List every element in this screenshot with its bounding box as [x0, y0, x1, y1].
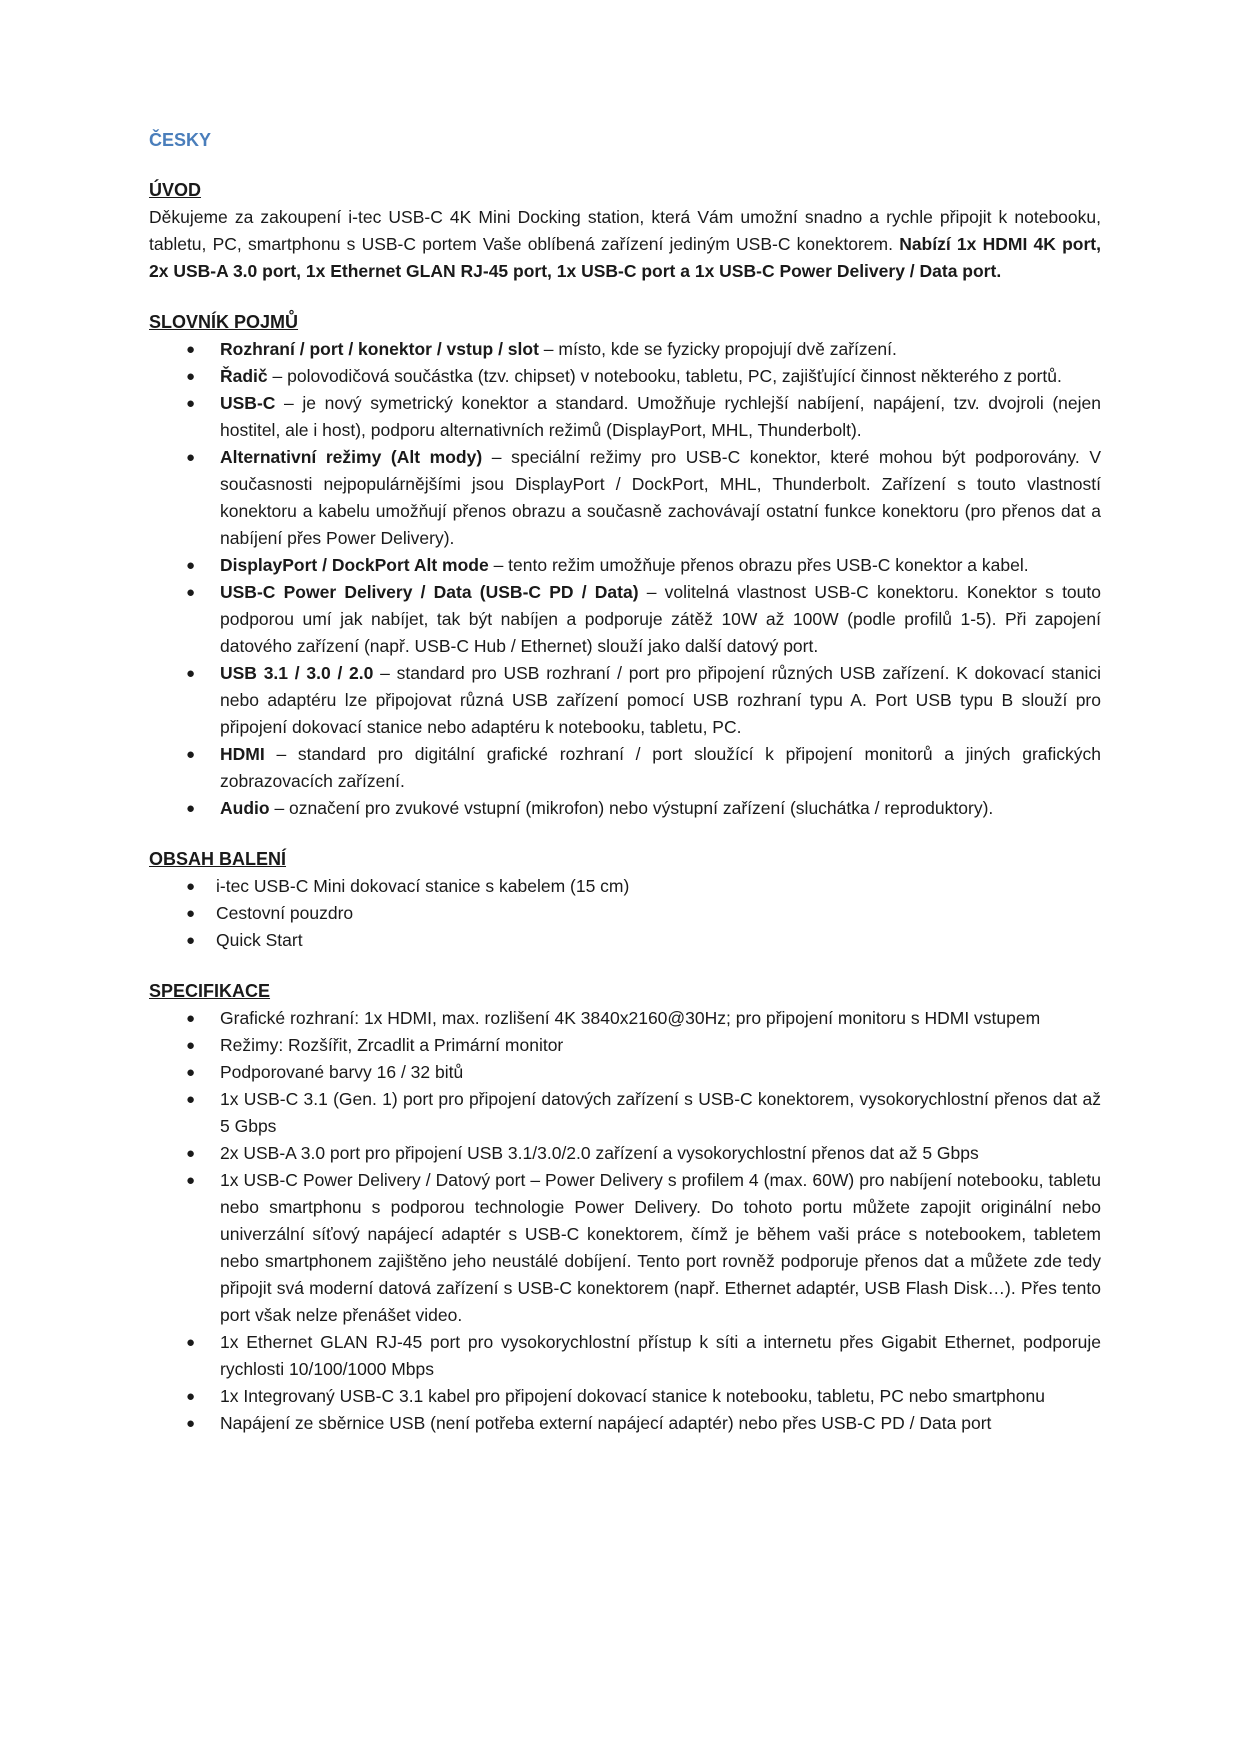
bullet-icon: ●: [186, 1334, 196, 1351]
glossary-text: – volitelná vlastnost USB-C konektoru. Konektor s touto podporou umí jak nabíjet, tak být nabíjen a podporuje zátěž 10W až 100W (podle profilů 1-5). Při zapojení datového zařízení (např. USB-C Hub / Ethernet) slouží jako další datový port.: [220, 582, 1101, 656]
specs-list: [149, 1005, 1101, 1437]
document-page: [149, 128, 1101, 1461]
package-list: [149, 873, 1101, 954]
bullet-icon: ●: [186, 1010, 196, 1027]
language-heading: ČESKY: [149, 130, 212, 150]
bullet-icon: ●: [186, 341, 196, 358]
bullet-icon: ●: [186, 1388, 196, 1405]
package-item-text: Cestovní pouzdro: [216, 903, 354, 923]
spec-item: [149, 1086, 1101, 1140]
glossary-item: [149, 390, 1101, 444]
bullet-icon: ●: [186, 932, 196, 949]
spec-item: [149, 1005, 1101, 1032]
spec-item: [149, 1140, 1101, 1167]
glossary-text: – označení pro zvukové vstupní (mikrofon) nebo výstupní zařízení (sluchátka / reproduktory).: [269, 798, 994, 818]
glossary-term: USB 3.1 / 3.0 / 2.0: [220, 663, 374, 683]
intro-bold: Nabízí 1x HDMI 4K port, 2x USB-A 3.0 port, 1x Ethernet GLAN RJ-45 port, 1x USB-C port a 1x USB-C Power Delivery / Data port.: [149, 234, 1101, 281]
specs-section: [149, 978, 1101, 1437]
intro-body: Děkujeme za zakoupení i-tec USB-C 4K Mini Docking station, která Vám umožní snadno a rychle připojit k notebooku, tabletu, PC, smartphonu s USB-C portem Vaše oblíbená zařízení jediným USB-C konektorem.: [149, 207, 1101, 254]
bullet-icon: ●: [186, 905, 196, 922]
bullet-icon: ●: [186, 746, 196, 763]
spec-item: [149, 1059, 1101, 1086]
spec-item-text: 1x Integrovaný USB-C 3.1 kabel pro připojení dokovací stanice k notebooku, tabletu, PC nebo smartphonu: [220, 1386, 1045, 1406]
spec-item-text: Podporované barvy 16 / 32 bitů: [220, 1062, 464, 1082]
bullet-icon: ●: [186, 449, 196, 466]
spec-item-text: 1x Ethernet GLAN RJ-45 port pro vysokorychlostní přístup k síti a internetu přes Gigabit Ethernet, podporuje rychlosti 10/100/1000 Mbps: [220, 1332, 1101, 1379]
spec-item-text: Grafické rozhraní: 1x HDMI, max. rozlišení 4K 3840x2160@30Hz; pro připojení monitoru s HDMI vstupem: [220, 1008, 1041, 1028]
spec-item-text: Režimy: Rozšířit, Zrcadlit a Primární monitor: [220, 1035, 564, 1055]
spec-item-text: 1x USB-C Power Delivery / Datový port – Power Delivery s profilem 4 (max. 60W) pro nabíjení notebooku, tabletu nebo smartphonu s podporou technologie Power Delivery. Do tohoto portu můžete zapojit originální nebo univerzální síťový napájecí adaptér s USB-C konektorem, čímž je během vaši práce s notebookem, tabletem nebo smartphonem zajištěno jeho neustálé dobíjení. Tento port rovněž podporuje přenos dat a můžete zde tedy připojit svá moderní datová zařízení s USB-C konektorem (např. Ethernet adaptér, USB Flash Disk…). Přes tento port však nelze přenášet video.: [220, 1170, 1101, 1325]
glossary-term: Alternativní režimy (Alt mody): [220, 447, 483, 467]
glossary-item: [149, 552, 1101, 579]
intro-text: [149, 204, 1101, 285]
glossary-section: [149, 309, 1101, 822]
bullet-icon: ●: [186, 1091, 196, 1108]
glossary-term: Rozhraní / port / konektor / vstup / slot: [220, 339, 539, 359]
spec-item: [149, 1410, 1101, 1437]
spec-item-text: Napájení ze sběrnice USB (není potřeba externí napájecí adaptér) nebo přes USB-C PD / Data port: [220, 1413, 992, 1433]
spec-item: [149, 1329, 1101, 1383]
bullet-icon: ●: [186, 1037, 196, 1054]
package-heading: OBSAH BALENÍ: [149, 849, 287, 869]
spec-item: [149, 1167, 1101, 1329]
glossary-term: HDMI: [220, 744, 265, 764]
glossary-list: [149, 336, 1101, 822]
spec-item-text: 1x USB-C 3.1 (Gen. 1) port pro připojení datových zařízení s USB-C konektorem, vysokorychlostní přenos dat až 5 Gbps: [220, 1089, 1101, 1136]
glossary-text: – je nový symetrický konektor a standard. Umožňuje rychlejší nabíjení, napájení, tzv. dvojroli (nejen hostitel, ale i host), podporu alternativních režimů (DisplayPort, MHL, Thunderbolt).: [220, 393, 1101, 440]
bullet-icon: ●: [186, 1415, 196, 1432]
bullet-icon: ●: [186, 557, 196, 574]
glossary-text: – tento režim umožňuje přenos obrazu přes USB-C konektor a kabel.: [488, 555, 1029, 575]
package-item: [149, 900, 1101, 927]
package-section: [149, 846, 1101, 954]
intro-section: [149, 177, 1101, 285]
specs-heading: SPECIFIKACE: [149, 981, 271, 1001]
glossary-text: – standard pro USB rozhraní / port pro připojení různých USB zařízení. K dokovací stanici nebo adaptéru lze připojovat různá USB zařízení pomocí USB rozhraní typu A. Port USB typu B slouží pro připojení dokovací stanice nebo adaptéru k notebooku, tabletu, PC.: [220, 663, 1102, 737]
bullet-icon: ●: [186, 878, 196, 895]
glossary-term: Řadič: [220, 366, 268, 386]
glossary-item: [149, 336, 1101, 363]
glossary-item: [149, 444, 1101, 552]
intro-heading: ÚVOD: [149, 180, 202, 200]
glossary-heading: SLOVNÍK POJMŮ: [149, 312, 299, 332]
package-item-text: Quick Start: [216, 930, 303, 950]
glossary-text: – standard pro digitální grafické rozhraní / port sloužící k připojení monitorů a jiných grafických zobrazovacích zařízení.: [220, 744, 1101, 791]
glossary-text: – polovodičová součástka (tzv. chipset) v notebooku, tabletu, PC, zajišťující činnost některého z portů.: [267, 366, 1062, 386]
bullet-icon: ●: [186, 368, 196, 385]
glossary-item: [149, 579, 1101, 660]
spec-item-text: 2x USB-A 3.0 port pro připojení USB 3.1/3.0/2.0 zařízení a vysokorychlostní přenos dat až 5 Gbps: [220, 1143, 979, 1163]
bullet-icon: ●: [186, 395, 196, 412]
glossary-text: – speciální režimy pro USB-C konektor, které mohou být podporovány. V současnosti nejpopulárnějšími jsou DisplayPort / DockPort, MHL, Thunderbolt. Zařízení s touto vlastností konektoru a kabelu umožňují přenos obrazu a současně zachovávají ostatní funkce konektoru (pro přenos dat a nabíjení přes Power Delivery).: [220, 447, 1101, 548]
package-item: [149, 873, 1101, 900]
glossary-item: [149, 741, 1101, 795]
spec-item: [149, 1383, 1101, 1410]
glossary-item: [149, 795, 1101, 822]
bullet-icon: ●: [186, 1145, 196, 1162]
glossary-item: [149, 660, 1101, 741]
package-item: [149, 927, 1101, 954]
bullet-icon: ●: [186, 584, 196, 601]
package-item-text: i-tec USB-C Mini dokovací stanice s kabelem (15 cm): [216, 876, 630, 896]
bullet-icon: ●: [186, 1172, 196, 1189]
glossary-term: USB-C Power Delivery / Data (USB-C PD / Data): [220, 582, 639, 602]
glossary-term: DisplayPort / DockPort Alt mode: [220, 555, 489, 575]
glossary-text: – místo, kde se fyzicky propojují dvě zařízení.: [538, 339, 897, 359]
glossary-term: USB-C: [220, 393, 276, 413]
bullet-icon: ●: [186, 665, 196, 682]
bullet-icon: ●: [186, 800, 196, 817]
spec-item: [149, 1032, 1101, 1059]
bullet-icon: ●: [186, 1064, 196, 1081]
glossary-item: [149, 363, 1101, 390]
glossary-term: Audio: [220, 798, 270, 818]
